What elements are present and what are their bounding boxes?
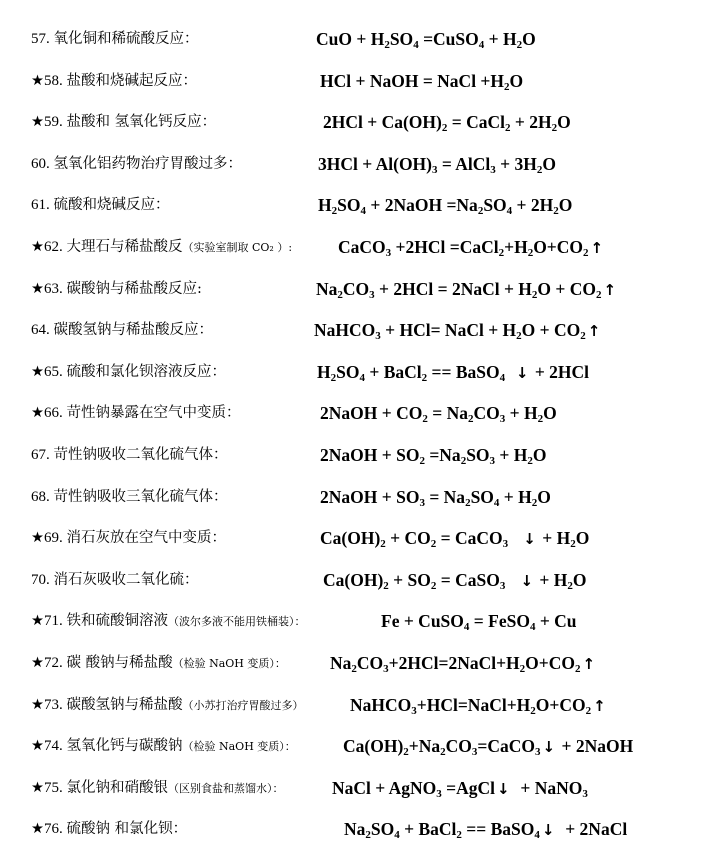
reaction-note: （检验 NaOH 变质）： xyxy=(172,657,286,670)
reaction-description: 氢氧化铝药物治疗胃酸过多： xyxy=(53,155,242,172)
equation-text: O xyxy=(558,195,573,216)
subscript: 2 xyxy=(585,704,592,717)
equation-text: SO xyxy=(470,486,494,507)
equation-text: O xyxy=(543,403,557,424)
reaction-description: 硫酸钠 和氯化钡： xyxy=(66,821,188,838)
subscript: 3 xyxy=(383,663,389,675)
equation-text: O xyxy=(522,29,536,49)
chemical-equation xyxy=(344,809,627,850)
subscript: 2 xyxy=(567,579,573,592)
reaction-row xyxy=(0,809,706,849)
reaction-row xyxy=(0,393,706,433)
subscript: 4 xyxy=(360,205,366,218)
equation-text: + 2NaOH =Na xyxy=(365,195,478,216)
reaction-label xyxy=(31,102,216,142)
subscript: 2 xyxy=(384,39,390,51)
equation-text: O xyxy=(557,112,571,133)
reaction-number: 66. xyxy=(44,405,67,422)
equation-text: O xyxy=(572,569,587,590)
star-icon: ★ xyxy=(31,72,44,89)
chemical-equation xyxy=(338,227,605,268)
reaction-row xyxy=(0,269,706,309)
subscript: 4 xyxy=(394,829,400,842)
reaction-number: 69. xyxy=(44,530,67,547)
subscript: 2 xyxy=(551,122,558,135)
chemical-equation xyxy=(318,144,556,184)
reaction-label xyxy=(31,477,228,517)
subscript: 4 xyxy=(493,496,500,509)
equation-text: + H xyxy=(495,445,528,465)
chemical-equation xyxy=(320,435,547,475)
reaction-row xyxy=(0,477,706,517)
star-icon: ★ xyxy=(31,530,44,547)
subscript: 4 xyxy=(359,371,365,384)
subscript: 3 xyxy=(490,163,496,176)
equation-text: 2NaOH + CO xyxy=(320,403,423,424)
subscript: 4 xyxy=(529,621,536,634)
star-icon: ★ xyxy=(31,280,44,297)
equation-text: == BaSO xyxy=(461,819,535,840)
subscript: 2 xyxy=(536,163,543,176)
subscript: 2 xyxy=(331,205,338,218)
reaction-label xyxy=(31,310,213,350)
star-icon: ★ xyxy=(31,239,44,255)
equation-text: + H xyxy=(505,403,538,424)
equation-text: O xyxy=(532,445,547,465)
subscript: 3 xyxy=(535,746,541,759)
reaction-description: 苛性钠吸收二氧化硫气体： xyxy=(53,447,228,463)
reaction-label xyxy=(31,643,286,684)
subscript: 3 xyxy=(499,579,506,592)
equation-text: CO xyxy=(445,736,472,757)
reaction-number: 64. xyxy=(31,322,54,339)
reaction-number: 75. xyxy=(44,779,67,796)
reaction-number: 65. xyxy=(44,363,67,380)
equation-text: SO xyxy=(466,445,490,465)
star-icon: ★ xyxy=(31,114,44,131)
chemical-equation xyxy=(330,643,597,684)
reaction-description: 铁和硫酸铜溶液 xyxy=(66,613,168,630)
equation-text: = AlCl xyxy=(437,153,491,174)
subscript: 2 xyxy=(519,663,526,675)
subscript: 2 xyxy=(537,413,544,426)
gas-arrow-up-icon: ↑ xyxy=(603,280,617,299)
chemical-equation xyxy=(381,601,577,641)
gas-arrow-up-icon: ↑ xyxy=(582,655,596,673)
subscript: 2 xyxy=(330,371,337,384)
reaction-description: 氯化钠和硝酸银 xyxy=(66,779,168,796)
subscript: 2 xyxy=(419,455,425,467)
equation-text: CO xyxy=(342,278,370,299)
subscript: 2 xyxy=(465,496,471,509)
reaction-description: 消石灰吸收二氧化硫： xyxy=(53,571,199,588)
subscript: 2 xyxy=(440,746,446,759)
equation-text: + 2HCl xyxy=(530,361,590,382)
subscript: 3 xyxy=(375,330,381,343)
reaction-description: 硫酸和烧碱反应： xyxy=(53,197,170,214)
reaction-description: 消石灰放在空气中变质： xyxy=(66,530,226,547)
equation-text: SO xyxy=(370,819,395,840)
subscript: 4 xyxy=(413,39,419,51)
reaction-number: 67. xyxy=(31,447,54,463)
reaction-row xyxy=(0,61,706,101)
precipitate-arrow-down-icon: ↓ xyxy=(541,821,555,840)
equation-text: NaHCO xyxy=(314,320,376,341)
reaction-row xyxy=(0,185,706,225)
equation-text: NaCl + AgNO xyxy=(332,777,437,798)
equation-text: = CaCl xyxy=(447,112,505,133)
equation-text: O+CO xyxy=(525,653,576,673)
reaction-number: 76. xyxy=(44,821,67,838)
equation-text: O xyxy=(575,528,590,549)
chemical-equation xyxy=(320,518,589,559)
equation-text: O xyxy=(542,153,556,174)
subscript: 2 xyxy=(477,205,484,218)
equation-text: +HCl=NaCl+H xyxy=(416,694,531,715)
equation-text: O + CO xyxy=(537,278,597,299)
subscript: 4 xyxy=(463,621,470,634)
reaction-label xyxy=(31,185,170,225)
reaction-label xyxy=(31,144,242,184)
equation-text: + 2HCl = 2NaCl + H xyxy=(374,278,532,299)
equation-text: + 2H xyxy=(512,195,554,216)
reaction-label xyxy=(31,726,296,767)
equation-text: CO xyxy=(473,403,500,424)
equation-text: + BaCl xyxy=(399,819,457,840)
equation-text: 2NaOH + SO xyxy=(320,486,420,507)
chemical-equation xyxy=(350,685,608,726)
subscript: 2 xyxy=(430,579,437,592)
reaction-row xyxy=(0,102,706,142)
reaction-row xyxy=(0,19,706,59)
equation-text: =CaCO xyxy=(477,736,536,757)
subscript: 3 xyxy=(502,538,509,551)
reaction-note: （区别食盐和蒸馏水）： xyxy=(168,781,284,795)
subscript: 2 xyxy=(430,538,437,551)
subscript: 2 xyxy=(527,247,534,259)
reaction-label xyxy=(31,61,197,101)
equation-text: SO xyxy=(336,361,360,382)
reaction-label xyxy=(31,435,228,475)
equation-text: + H xyxy=(537,528,571,549)
subscript: 2 xyxy=(441,122,448,135)
reaction-label xyxy=(31,560,199,600)
equation-text: CuO + H xyxy=(316,29,385,49)
chemical-equation xyxy=(332,768,588,809)
subscript: 2 xyxy=(337,288,343,301)
chemical-equation xyxy=(316,269,618,310)
reaction-number: 63. xyxy=(44,280,67,297)
subscript: 2 xyxy=(530,704,536,717)
precipitate-arrow-down-icon: ↓ xyxy=(520,571,534,590)
equation-text: 3HCl + Al(OH) xyxy=(318,153,432,174)
star-icon: ★ xyxy=(31,821,44,838)
precipitate-arrow-down-icon: ↓ xyxy=(497,779,510,798)
reaction-description: 盐酸和 氢氧化钙反应： xyxy=(66,114,217,131)
subscript: 2 xyxy=(580,330,586,343)
equation-text: CO xyxy=(356,653,384,673)
equation-text: = CaCO xyxy=(436,528,503,549)
star-icon: ★ xyxy=(31,613,44,630)
equation-text: Na xyxy=(330,653,352,673)
equation-text: SO xyxy=(389,29,414,49)
equation-text: + 2NaCl xyxy=(556,819,628,840)
equation-text: + Cu xyxy=(535,611,577,632)
star-icon: ★ xyxy=(31,363,44,380)
chemical-equation xyxy=(320,61,523,101)
reaction-description: 碳 酸钠与稀盐酸 xyxy=(66,655,173,671)
reaction-row xyxy=(0,435,706,475)
reaction-description: 氧化铜和稀硫酸反应： xyxy=(53,31,199,47)
reaction-description: 盐酸和烧碱起反应： xyxy=(66,72,197,89)
subscript: 4 xyxy=(499,371,506,384)
reaction-note: （实验室制取 CO₂ ）: xyxy=(182,241,293,254)
equation-text: + BaCl xyxy=(364,361,422,382)
reaction-row xyxy=(0,643,706,683)
reaction-number: 73. xyxy=(44,696,67,713)
subscript: 2 xyxy=(570,538,576,551)
chemical-equation xyxy=(323,560,587,601)
equation-text: + H xyxy=(484,29,517,49)
reaction-number: 72. xyxy=(44,655,67,671)
reaction-number: 70. xyxy=(31,571,54,588)
equation-text: +2HCl =CaCl xyxy=(391,237,499,257)
precipitate-arrow-down-icon: ↓ xyxy=(542,738,556,757)
reaction-note: （小苏打治疗胃酸过多） xyxy=(182,698,304,712)
equation-text: Ca(OH) xyxy=(343,736,404,757)
subscript: 2 xyxy=(504,122,511,135)
subscript: 3 xyxy=(411,704,417,717)
equation-text: + CO xyxy=(385,528,431,549)
equation-text: Fe + CuSO xyxy=(381,611,464,632)
reaction-row xyxy=(0,144,706,184)
subscript: 2 xyxy=(583,247,589,259)
reaction-row xyxy=(0,601,706,641)
gas-arrow-up-icon: ↑ xyxy=(587,322,601,341)
gas-arrow-up-icon: ↑ xyxy=(590,239,604,257)
reaction-label xyxy=(31,352,226,392)
equation-text xyxy=(508,528,521,548)
subscript: 2 xyxy=(527,455,533,467)
reaction-description: 苛性钠暴露在空气中变质： xyxy=(66,405,241,422)
equation-text: =Na xyxy=(424,445,461,465)
subscript: 4 xyxy=(506,205,513,218)
subscript: 2 xyxy=(365,829,371,842)
reaction-note: （波尔多液不能用铁桶装）： xyxy=(168,615,306,629)
reaction-description: 苛性钠吸收三氧化硫气体： xyxy=(53,488,228,505)
reaction-row xyxy=(0,310,706,350)
reaction-label xyxy=(31,19,199,59)
equation-text: O+CO xyxy=(535,694,586,715)
subscript: 3 xyxy=(499,413,506,426)
subscript: 2 xyxy=(380,538,386,551)
chemical-equation xyxy=(316,19,536,59)
equation-text: O+CO xyxy=(533,237,584,257)
star-icon: ★ xyxy=(31,696,44,713)
reaction-row xyxy=(0,227,706,267)
subscript: 3 xyxy=(432,163,438,176)
equation-text: +H xyxy=(504,237,528,257)
equation-text: Na xyxy=(316,278,338,299)
subscript: 2 xyxy=(531,288,538,301)
chemical-equation xyxy=(320,477,551,517)
reaction-row xyxy=(0,518,706,558)
reaction-label xyxy=(31,768,284,809)
reaction-description: 碳酸氢钠与稀盐酸反应： xyxy=(53,322,213,339)
equation-text: 2NaOH + SO xyxy=(320,445,420,465)
equation-text: = CaSO xyxy=(436,569,500,590)
equation-text: == BaSO xyxy=(427,361,500,382)
chemical-equation xyxy=(343,726,633,767)
reaction-row xyxy=(0,685,706,725)
subscript: 2 xyxy=(498,247,505,259)
subscript: 3 xyxy=(419,496,425,509)
chemical-equation xyxy=(318,185,572,225)
equation-text: NaHCO xyxy=(350,694,412,715)
equation-text: SO xyxy=(483,195,507,216)
equation-text: + 2NaOH xyxy=(557,736,634,757)
reaction-description: 大理石与稀盐酸反 xyxy=(66,239,183,255)
star-icon: ★ xyxy=(31,779,44,796)
subscript: 2 xyxy=(504,80,510,93)
reaction-label xyxy=(31,601,306,642)
reaction-label xyxy=(31,518,226,558)
reaction-number: 71. xyxy=(44,613,67,630)
subscript: 2 xyxy=(456,829,462,842)
reaction-description: 氢氧化钙与碳酸钠 xyxy=(66,738,183,755)
equation-text: + 3H xyxy=(495,153,537,174)
reaction-label xyxy=(31,269,202,309)
subscript: 2 xyxy=(422,413,428,426)
reaction-number: 60. xyxy=(31,155,54,172)
equation-text: = Na xyxy=(424,486,466,507)
star-icon: ★ xyxy=(31,738,44,755)
subscript: 2 xyxy=(351,663,357,675)
reaction-number: 74. xyxy=(44,738,67,755)
subscript: 3 xyxy=(369,288,375,301)
equation-text: CaCO xyxy=(338,237,386,257)
equation-text: + NaNO xyxy=(511,777,583,798)
subscript: 3 xyxy=(436,787,442,800)
equation-text: = FeSO xyxy=(469,611,530,632)
star-icon: ★ xyxy=(31,405,44,422)
equation-text: =AgCl xyxy=(441,777,496,798)
equation-text: Ca(OH) xyxy=(320,528,381,549)
chemical-equation xyxy=(314,310,602,351)
chemical-equation xyxy=(317,352,589,393)
subscript: 2 xyxy=(467,413,474,426)
equation-text: + 2H xyxy=(510,112,552,133)
precipitate-arrow-down-icon: ↓ xyxy=(523,530,536,549)
star-icon: ★ xyxy=(31,655,44,671)
equation-text: +2HCl=2NaCl+H xyxy=(388,653,520,673)
equation-text: = Na xyxy=(427,403,468,424)
reaction-row xyxy=(0,768,706,808)
subscript: 2 xyxy=(516,330,522,343)
equation-text: O + CO xyxy=(521,320,581,341)
subscript: 3 xyxy=(471,746,478,759)
reaction-label xyxy=(31,393,241,433)
reaction-number: 62. xyxy=(44,239,67,255)
equation-text: SO xyxy=(337,195,361,216)
reaction-number: 68. xyxy=(31,488,54,505)
subscript: 2 xyxy=(553,205,559,218)
equation-text xyxy=(505,570,518,590)
subscript: 4 xyxy=(478,39,485,51)
gas-arrow-up-icon: ↑ xyxy=(593,696,606,715)
equation-text: + HCl= NaCl + H xyxy=(380,320,517,341)
equation-text: H xyxy=(317,361,331,382)
reaction-number: 58. xyxy=(44,72,67,89)
equation-text: HCl + NaOH = NaCl +H xyxy=(320,70,505,91)
subscript: 2 xyxy=(383,579,389,592)
equation-text: 2HCl + Ca(OH) xyxy=(323,112,442,133)
equation-text: O xyxy=(537,486,551,507)
subscript: 3 xyxy=(582,787,588,800)
equation-text: O xyxy=(509,70,524,91)
reaction-note: （检验 NaOH 变质）： xyxy=(182,740,296,754)
reaction-label xyxy=(31,685,304,726)
equation-text: =CuSO xyxy=(418,29,479,49)
equation-text xyxy=(505,362,514,382)
reaction-number: 61. xyxy=(31,197,54,214)
reaction-label xyxy=(31,809,187,849)
equation-text: Na xyxy=(344,819,366,840)
subscript: 2 xyxy=(596,288,602,301)
chemical-equation xyxy=(320,393,557,433)
reaction-description: 碳酸氢钠与稀盐酸 xyxy=(66,696,183,713)
subscript: 2 xyxy=(516,39,523,51)
reaction-number: 59. xyxy=(44,114,67,131)
reaction-description: 硫酸和氯化钡溶液反应： xyxy=(66,363,226,380)
subscript: 3 xyxy=(385,247,392,259)
reaction-row xyxy=(0,560,706,600)
subscript: 2 xyxy=(460,455,467,467)
equation-text: +Na xyxy=(408,736,441,757)
chemical-equation xyxy=(323,102,571,142)
subscript: 4 xyxy=(534,829,540,842)
reaction-row xyxy=(0,726,706,766)
equation-text: Ca(OH) xyxy=(323,569,384,590)
subscript: 2 xyxy=(575,663,581,675)
reaction-number: 57. xyxy=(31,31,54,47)
equation-text: + SO xyxy=(388,569,431,590)
equation-text: + H xyxy=(535,569,568,590)
precipitate-arrow-down-icon: ↓ xyxy=(515,363,529,382)
reaction-label xyxy=(31,227,292,268)
reaction-row xyxy=(0,352,706,392)
subscript: 2 xyxy=(421,371,428,384)
reaction-description: 碳酸钠与稀盐酸反应: xyxy=(66,280,202,297)
equation-text: + H xyxy=(499,486,532,507)
subscript: 3 xyxy=(489,455,496,467)
equation-text: H xyxy=(318,195,332,216)
subscript: 2 xyxy=(531,496,538,509)
subscript: 2 xyxy=(403,746,409,759)
